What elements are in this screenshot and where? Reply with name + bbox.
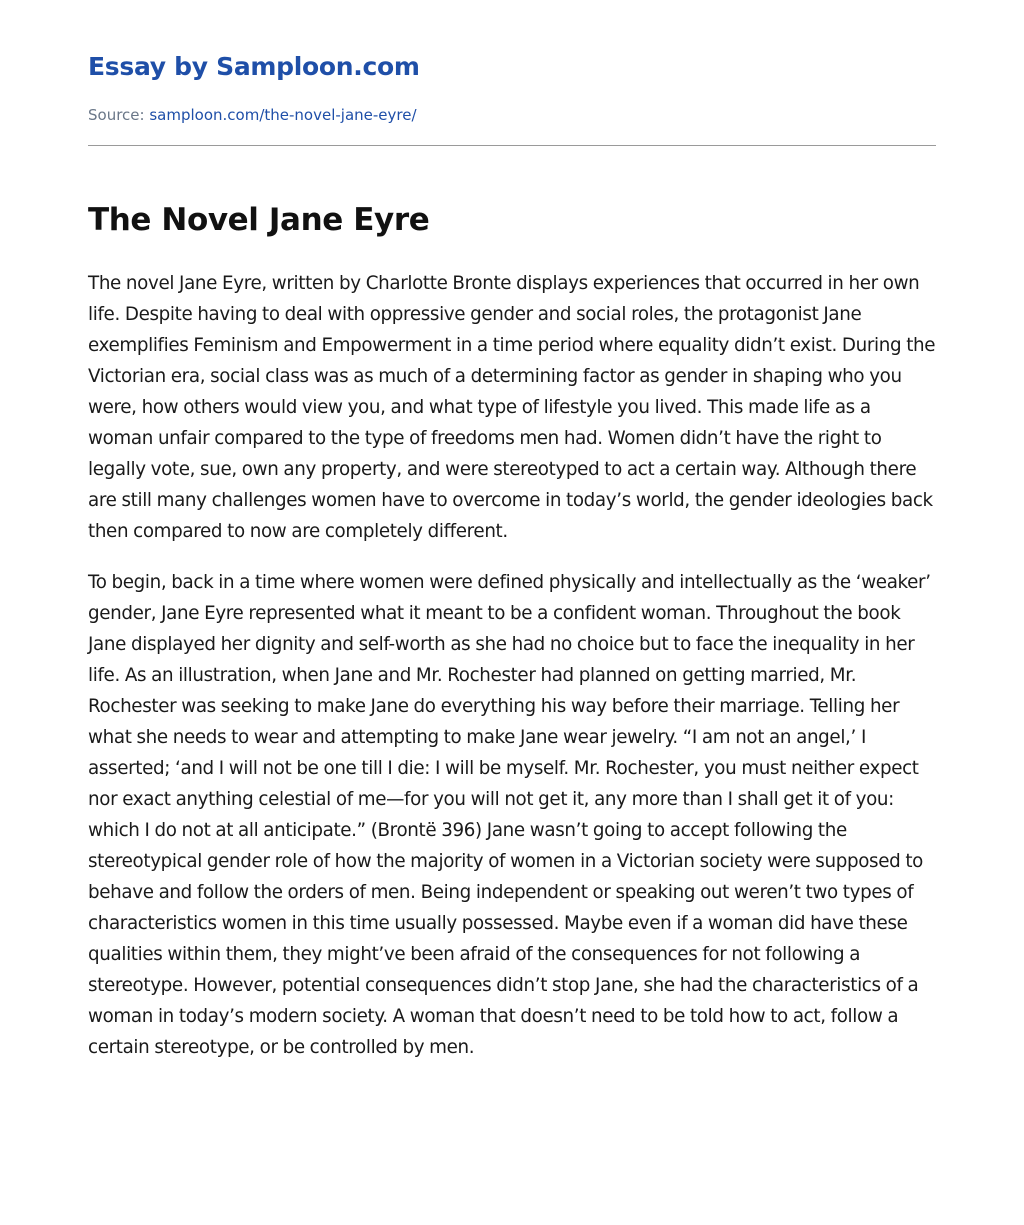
source-label: Source: — [88, 106, 145, 124]
source-line — [88, 106, 417, 124]
source-link[interactable]: samploon.com/the-novel-jane-eyre/ — [149, 106, 417, 124]
header-divider — [88, 145, 936, 146]
essay-paragraph-1: The novel Jane Eyre, written by Charlotte Bronte displays experiences that occurred in her own life. Despite having to deal with oppressive gender and social roles, the protagonist Jane exemplifies Feminism and Empowerment in a time period where equality didn’t exist. During the Victorian era, social class was as much of a determining factor as gender in shaping who you were, how others would view you, and what type of lifestyle you lived. This made life as a woman unfair compared to the type of freedoms men had. Women didn’t have the right to legally vote, sue, own any property, and were stereotyped to act a certain way. Although there are still many challenges women have to overcome in today’s world, the gender ideologies back then compared to now are completely different. — [88, 273, 936, 542]
essay-paragraph-2: To begin, back in a time where women were defined physically and intellectually as the ‘weaker’ gender, Jane Eyre represented what it meant to be a confident woman. Throughout the book Jane displayed her dignity and self-worth as she had no choice but to face the inequality in her life. As an illustration, when Jane and Mr. Rochester had planned on getting married, Mr. Rochester was seeking to make Jane do everything his way before their marriage. Telling her what she needs to wear and attempting to make Jane wear jewelry. “I am not an angel,’ I asserted; ‘and I will not be one till I die: I will be myself. Mr. Rochester, you must neither expect nor exact anything celestial of me—for you will not get it, any more than I shall get it of you: which I do not at all anticipate.” (Brontë 396) Jane wasn’t going to accept following the stereotypical gender role of how the majority of women in a Victorian society were supposed to behave and follow the orders of men. Being independent or speaking out weren’t two types of characteristics women in this time usually possessed. Maybe even if a woman did have these qualities within them, they might’ve been afraid of the consequences for not following a stereotype. However, potential consequences didn’t stop Jane, she had the characteristics of a woman in today’s modern society. A woman that doesn’t need to be told how to act, follow a certain stereotype, or be controlled by men. — [88, 572, 931, 1058]
site-brand-title[interactable]: Essay by Samploon.com — [88, 52, 420, 81]
essay-body — [88, 268, 936, 1083]
essay-title: The Novel Jane Eyre — [88, 202, 430, 238]
